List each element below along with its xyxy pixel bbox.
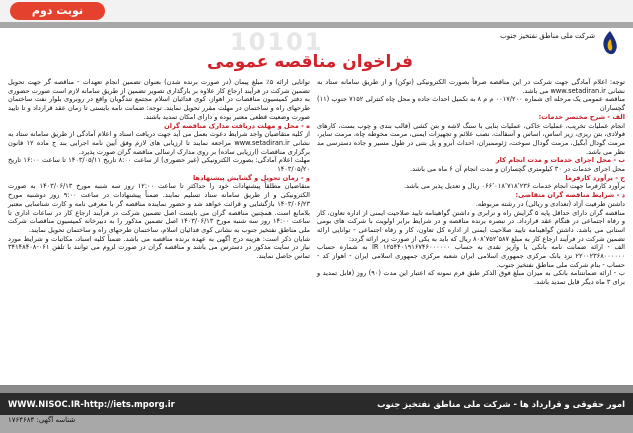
paragraph: توانایی ارائه ۵٪ مبلغ پیمان (در صورت برنده شدن) بعنوان تضمین انجام تعهدات - مناقصه گر جهت تحویل تضمین شرکت در فرآیند ارجاع کار علاوه بر بارگذاری تصویر تضمین از طریق سامانه لازم است صورت حضوری به دفتر کمیسیون مناقصات در اهواز، کوی فدائیان اسلام مجتمع تندگویان واقع در روبروی بلوار نفت ساختمان طرحهای راه و ساختمان در مهلت مقرر تحویل نمایند. توجه: ضمانت نامه بایستی تا زمان عقد قرارداد و تا تایید صورت وضعیت قطعی معتبر بوده و دارای امکان تمدید باشند.	[8, 78, 310, 121]
paragraph: مناقصه گران دارای حداقل پایه ۵ گرایش راه و ترابری و داشتن گواهینامه تایید صلاحیت ایمنی از اداره تعاون، کار و رفاه اجتماعی در هنگام عقد قرارداد. در تبصره برنده مناقصه و در شرایط برابر اولویت با شرکت های بومی استانی می باشد. داشتن گواهینامه تایید صلاحیت ایمنی از اداره کل تعاون، کار و رفاه اجتماعی - توانایی ارائه تضمین شرکت در فرآیند ارجاع کار به مبلغ ۸۰۸٬۷۵۲٬۵۸۷ ریال که باید به یکی از صورت زیر ارائه گردد:	[317, 208, 626, 243]
left-column	[8, 78, 310, 261]
paragraph: ب - ارائه ضمانتنامه بانکی به میزان مبلغ فوق الذکر طبق فرم نمونه که اعتبار این مدت (۹۰) روز (قابل تمدید و برای ۳ ماه دیگر قابل تمدید باشد.	[317, 269, 625, 287]
page-title: فراخوان مناقصه عمومی	[206, 52, 414, 72]
paragraph: متقاضیان مطلقاً پیشنهادات خود را حداکثر تا ساعت ۱۲:۰۰ روز سه شنبه مورخ ۱۴۰۳/۰۶/۱۳ به صورت الکترونیکی و از طریق سامانه ستاد تسلیم نمایند. ضمناً پیشنهادات در ساعت ۹:۰۰ روز دوشنبه مورخ ۱۴۰۳/۰۶/۲۳ بازگشایی و قرائت خواهد شد و حضور نماینده مناقصه گر با معرفی نامه و کارت شناسایی معتبر بلامانع است. همچنین مناقصه گران می بایست اصل تضمین شرکت در فرآیند ارجاع کار در ساعات اداری تا ساعت ۱۴:۰۰ روز سه شنبه مورخ ۱۴۰۳/۰۶/۱۳ اصل تضمین مذکور را به دبیرخانه کمیسیون مناقصات شرکت ملی مناطق نفتخیز جنوب به نشانی کوی فدائیان اسلام، ساختمان طرحهای راه و ساختمان تحویل نمایند.	[8, 182, 310, 234]
section-heading: ه - محل و مهلت دریافت مدارک مناقصه گران	[164, 121, 310, 130]
paragraph: الف - ارائه ضمانت نامه بانکی یا واریز نقدی به حساب ۱۲۵۴۴۰۱۹۱۶۷۴۶۰۰۰۰۰۰ IR به شماره حساب ۲۲۰۰۲۳۶۸۰۰۰۰۰۰ نزد بانک مرکزی جمهوری اسلامی ایران شعبه مرکزی جمهوری اسلامی ایران - اهواز کد - حساب - بنام شرکت ملی مناطق نفتخیز جنوب.	[317, 243, 625, 269]
section-heading: ج - برآورد کارفرما	[565, 173, 625, 182]
footer-bottom	[0, 415, 633, 433]
footer-stripe	[0, 385, 633, 393]
paragraph: انجام عملیات تخریب، عملیات خاکی، عملیات بنایی با سنگ لاشه و بتن کشی (قالب بندی و چوب بست، کارهای فولادی، بتن ریزی، زیر اساس، اساس و آسفالت، نصب علائم و تجهیزات ایمنی، مرمت محوطه چاه، مرمت سایر، مرمت گودال آبگیل، مرمت گودال سوخت، ژئوممبران، احداث آبرو و پل بتنی در طول مسیر و جاده دسترسی مد نظر می باشد.	[317, 121, 625, 156]
flame-logo-icon	[599, 30, 621, 58]
section-heading: ب - محل اجرای خدمات و مدت انجام کار	[495, 156, 625, 165]
paragraph: از کلیه متقاضیان واجد شرایط دعوت بعمل می آید جهت دریافت اسناد و اعلام آمادگی از طریق سامانه ستاد به نشانی www.setadiran.ir مراجعه نمایند تا ارزیابی های لازم وفق آیین نامه اجرایی بند ج ماده ۱۲ قانون برگزاری مناقصات (ارزیابی ساده) بر روی مدارک ارسالی مناقصه گران صورت پذیرد.	[8, 130, 310, 156]
footer-bar	[0, 393, 633, 415]
ad-code: شناسه آگهی: ۱۷۶۴۶۸۴	[8, 416, 76, 424]
footer-org: امور حقوقی و قرارداد ها - شرکت ملی مناطق نفتخیز جنوب	[377, 399, 625, 409]
watermark: 10101	[230, 28, 324, 56]
paragraph: داشتن ظرفیت آزاد (تعدادی و ریالی) در رشته مربوطه.	[475, 199, 625, 208]
header-bar	[0, 0, 633, 22]
company-name: شرکت ملی مناطق نفتخیز جنوب	[500, 32, 595, 40]
footer-url: WWW.NISOC.IR-http://iets.mporg.ir	[8, 399, 175, 409]
right-column	[317, 78, 625, 287]
section-heading: و - زمان تحویل و گشایش پیشنهادها	[192, 173, 310, 182]
paragraph: شایان ذکر است: هزینه درج آگهی به عهده برنده مناقصه می باشد. ضمناً کلیه اسناد، مکاتبات و شرایط مورد نیاز در سایت مذکور در دسترس می باشد و مناقصه گران در صورت لزوم می توانند با تلفن ۰۶۱-۳۴۱۴۸۴۰۸ تماس حاصل نمایند.	[8, 234, 310, 261]
paragraph: توجه: اعلام آمادگی جهت شرکت در این مناقصه صرفاً بصورت الکترونیکی (توکن) و از طریق سامانه ستاد به نشانی www.setadiran.ir می باشد.	[317, 78, 625, 95]
section-heading: د - شرایط مناقصه گران متقاضی:	[515, 191, 625, 200]
paragraph: محل اجرای خدمات در ۳۰ کیلومتری گچساران و مدت انجام آن ۶ ماه می باشد.	[410, 165, 625, 174]
paragraph: مهلت اعلام آمادگی: بصورت الکترونیکی (غیر حضوری) از ساعت ۸:۰۰ تاریخ ۱۴۰۳/۰۵/۱۱ تا ساعت ۱۶:۰۰ تاریخ ۱۴۰۳/۰۵/۲۰	[8, 156, 311, 174]
section-heading: الف - شرح مختصر خدمات:	[538, 112, 625, 121]
round-badge: نوبت دوم	[10, 2, 105, 20]
paragraph: مناقصه عمومی یک مرحله ای شماره ۰۰۱۷/۲۰۰ م م ۸ به تکمیل احداث جاده و محل چاه کنترلی ۷۱۵۲ جنوب (۱۱) گچساران	[317, 95, 626, 113]
footer	[0, 385, 633, 433]
paragraph: برآورد کارفرما جهت انجام خدمات ۰۶۶٬۰۱۸٬۷۱۸٬۲۳۶ ریال و تعدیل پذیر می باشد.	[403, 182, 625, 191]
company-logo	[485, 28, 625, 62]
